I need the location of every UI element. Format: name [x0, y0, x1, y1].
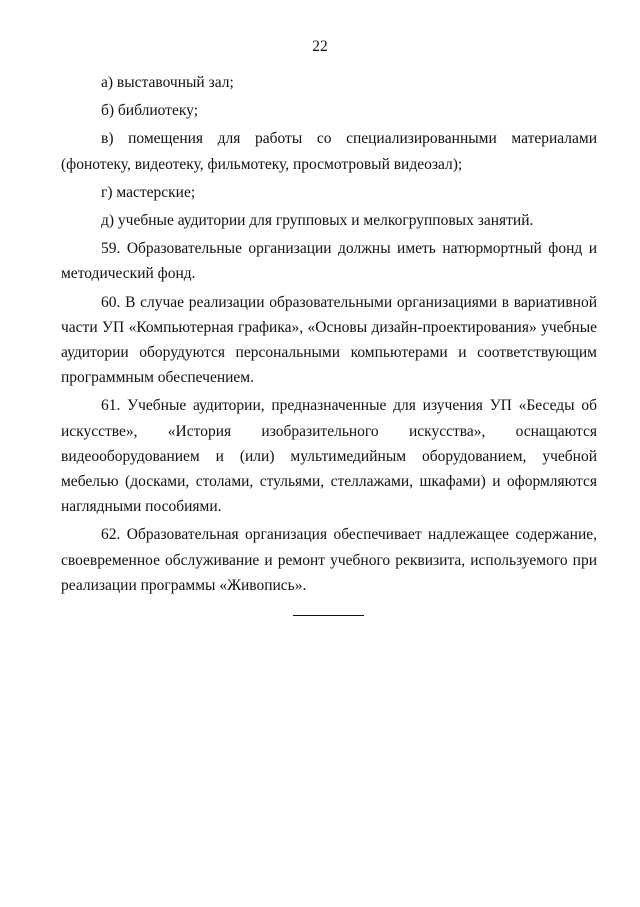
- list-item-classrooms: д) учебные аудитории для групповых и мелкогрупповых занятий.: [101, 212, 534, 230]
- paragraph-59: 59. Образовательные организации должны иметь натюрмортный фонд и методический фонд.: [61, 240, 597, 283]
- paragraph-62: 62. Образовательная организация обеспечивает надлежащее содержание, своевременное обслуживание и ремонт учебного реквизита, используемого при реализации программы «Живопись».: [61, 526, 597, 594]
- document-body: [61, 70, 597, 598]
- list-item-exhibition-hall: а) выставочный зал;: [101, 74, 234, 91]
- page-number: 22: [312, 38, 328, 55]
- end-divider-line: [293, 615, 364, 616]
- paragraph-60: 60. В случае реализации образовательными организациями в вариативной части УП «Компьютерная графика», «Основы дизайн-проектирования» учебные аудитории оборудуются персональными компьютерами и соответствующим программным обеспечением.: [61, 293, 597, 387]
- list-item-library: б) библиотеку;: [101, 102, 198, 120]
- list-item-specialized-rooms: в) помещения для работы со специализированными материалами (фонотеку, видеотеку, фильмотеку, просмотровый видеозал);: [61, 130, 597, 173]
- paragraph-61: 61. Учебные аудитории, предназначенные для изучения УП «Беседы об искусстве», «История изобразительного искусства», оснащаются видеооборудованием и (или) мультимедийным оборудованием, учебной мебелью (досками, столами, стульями, стеллажами, шкафами) и оформляются наглядными пособиями.: [61, 397, 597, 516]
- list-item-workshops: г) мастерские;: [101, 183, 196, 201]
